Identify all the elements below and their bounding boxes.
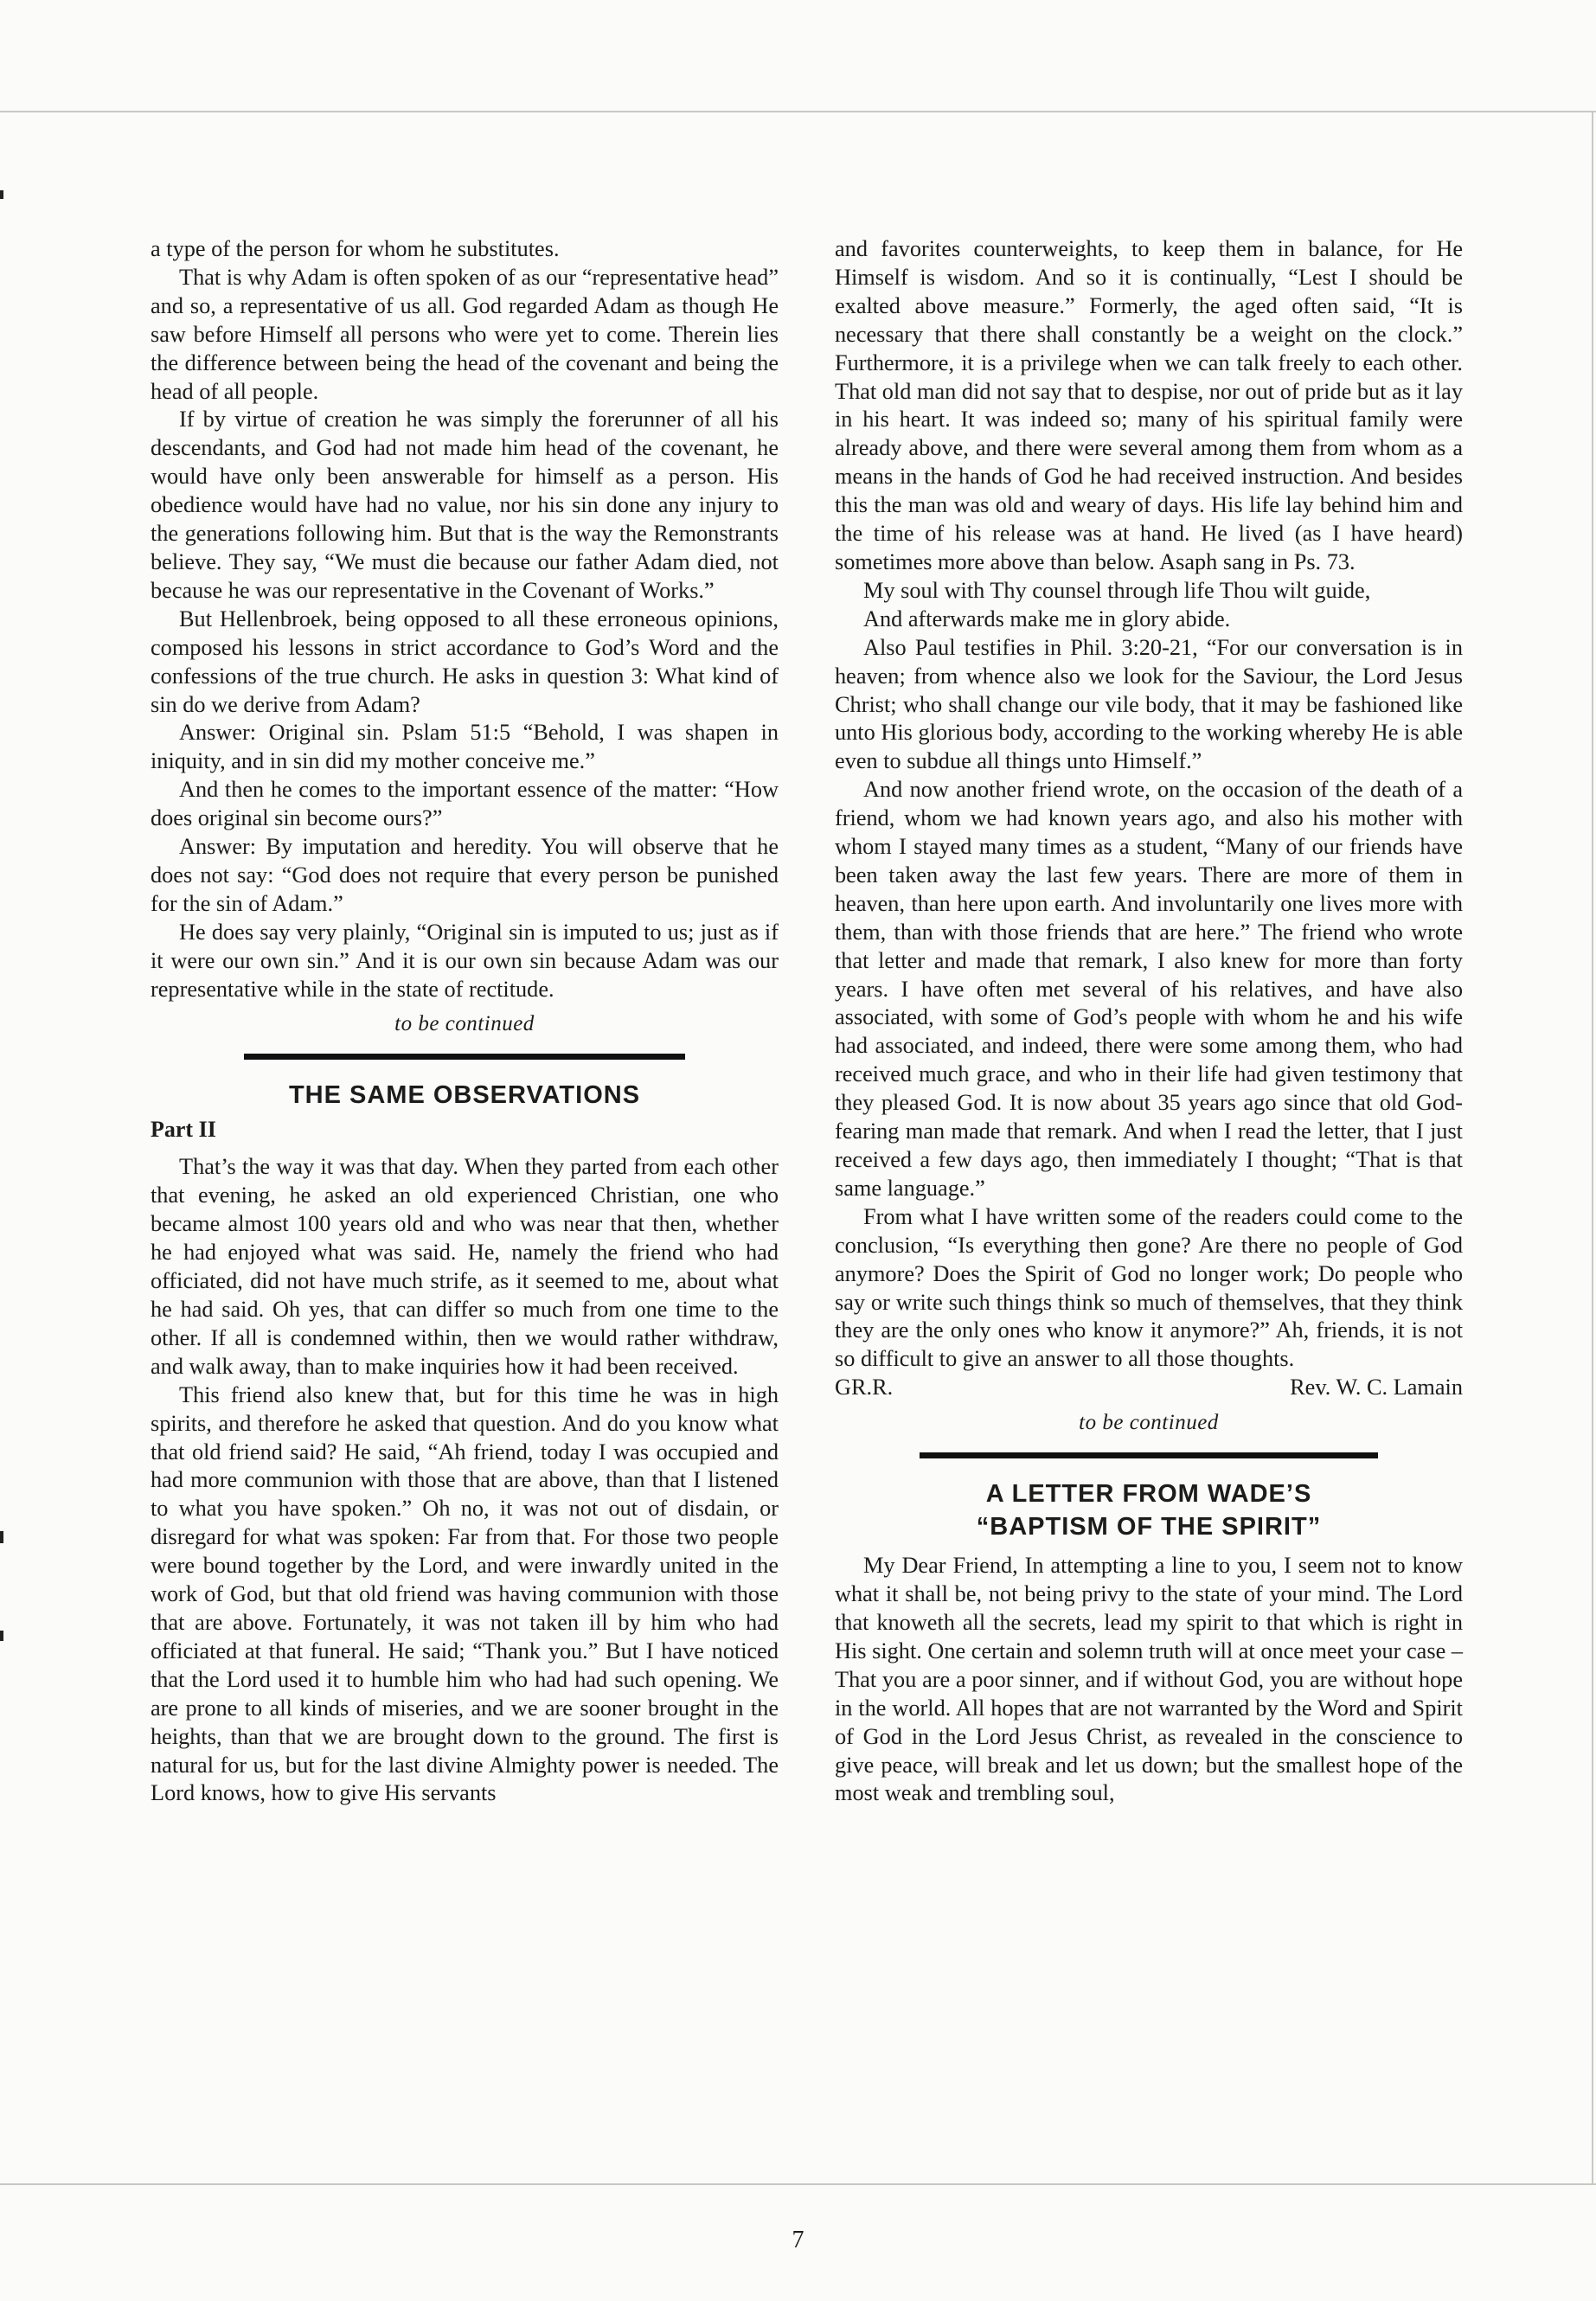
paragraph: Answer: By imputation and heredity. You will observe that he does not say: “God does not require that every person be punished for the sin of Adam.” (151, 834, 779, 916)
section-divider (920, 1452, 1378, 1458)
page-number: 7 (792, 2227, 804, 2253)
part-subheading: Part II (151, 1117, 216, 1143)
poem-line: And afterwards make me in glory abide. (863, 606, 1231, 631)
scan-mark (0, 190, 3, 199)
paragraph: a type of the person for whom he substitutes. (151, 236, 560, 261)
paragraph: And now another friend wrote, on the occasion of the death of a friend, whom we had known years ago, and also his mother with whom I stayed many times as a student, “Many of our friends have been taken away the last few years. There are more of them in heaven, than here upon earth. And involuntarily one lives more with them, than with those friends that are here.” The friend who wrote that letter and made that remark, I also knew for more than forty years. I have often met several of his relatives, and have also associated, with some of God’s people with whom he and his wife had associated, and indeed, there were some among them, who had received much grace, and who in their life had given testimony that they pleased God. It is now about 35 years ago since that old God-fearing man made that remark. And when I read the letter, that I just received a few days ago, then immediately I thought; “That is that same language.” (835, 777, 1463, 1201)
paragraph: He does say very plainly, “Original sin is imputed to us; just as if it were our own sin.” And it is our own sin because Adam was our representative while in the state of rectitude. (151, 919, 779, 1002)
scan-edge-top (0, 111, 1596, 112)
signature-initials: GR.R. (835, 1375, 894, 1400)
section-divider (244, 1054, 685, 1060)
paragraph: My Dear Friend, In attempting a line to you, I seem not to know what it shall be, not being privy to the state of your mind. The Lord that knoweth all the secrets, lead my spirit to that which is right in His sight. One certain and solemn truth will at once meet your case – That you are a poor sinner, and if without God, you are without hope in the world. All hopes that are not warranted by the Word and Spirit of God in the Lord Jesus Christ, as revealed in the conscience to give peace, will break and let us down; but the smallest hope of the most weak and trembling soul, (835, 1553, 1463, 1806)
section-heading-line-1: A LETTER FROM WADE’S (985, 1480, 1312, 1509)
paragraph: That’s the way it was that day. When they parted from each other that evening, he asked an old experienced Christian, one who became almost 100 years old and who was near that then, whether he had enjoyed what was said. He, namely the friend who had officiated, did not have much strife, as it seemed to me, about what he had said. Oh yes, that can differ so much from one time to the other. If all is condemned within, then we would rather withdraw, and walk away, than to make inquiries how it had been received. (151, 1154, 779, 1379)
paragraph: If by virtue of creation he was simply the forerunner of all his descendants, and God had not made him head of the covenant, he would have only been answerable for himself as a person. His obedience would have had no value, nor his sin done any injury to the generations following him. But that is the way the Remonstrants believe. They say, “We must die because our father Adam died, not because he was our representative in the Covenant of Works.” (151, 407, 779, 603)
paragraph: This friend also knew that, but for this time he was in high spirits, and therefore he asked that question. And do you know what that old friend said? He said, “Ah friend, today I was occupied and had more communion with those that are above, than that I listened to what you have spoken.” Oh no, it was not out of disdain, or disregard for what was spoken: Far from that. For those two people were bound together by the Lord, and were inwardly united in the work of God, but that old friend was having communion with those that are above. Fortunately, it was not taken ill by him who had officiated at that funeral. He said; “Thank you.” But I have noticed that the Lord used it to humble him who had had such opening. We are prone to all kinds of miseries, and we are sooner brought in the heights, than that we are brought down to the ground. The first is natural for us, but for the last divine Almighty power is needed. The Lord knows, how to give His servants (151, 1381, 779, 1806)
paragraph: From what I have written some of the readers could come to the conclusion, “Is everything then gone? Are there no people of God anymore? Does the Spirit of God no longer work; Do people who say or write such things think so much of themselves, that they think they are the only ones who know it anymore?” Ah, friends, it is not so difficult to give an answer to all those thoughts. (835, 1203, 1463, 1372)
to-be-continued-note: to be continued (394, 1012, 535, 1036)
paragraph: That is why Adam is often spoken of as our “representative head” and so, a representative of us all. God regarded Adam as though He saw before Himself all persons who were yet to come. Therein lies the difference between being the head of the covenant and being the head of all people. (151, 264, 779, 404)
scan-mark (0, 1531, 3, 1543)
signature-line (835, 1374, 1463, 1402)
right-column (835, 235, 1463, 1808)
scan-mark (0, 1631, 3, 1641)
paragraph: Also Paul testifies in Phil. 3:20-21, “For our conversation is in heaven; from whence also we look for the Saviour, the Lord Jesus Christ; who shall change our vile body, that it may be fashioned like unto His glorious body, according to the working whereby He is able even to subdue all things unto Himself.” (835, 634, 1463, 774)
scan-edge-right (1592, 111, 1593, 2185)
signature-author: Rev. W. C. Lamain (1290, 1375, 1463, 1400)
paragraph: and favorites counterweights, to keep them in balance, for He Himself is wisdom. And so it is continually, “Lest I should be exalted above measure.” Formerly, the aged often said, “It is necessary that there shall constantly be a weight on the clock.” Furthermore, it is a privilege when we can talk freely to each other. That old man did not say that to despise, nor out of pride but as it lay in his heart. It was indeed so; many of his spiritual family were already above, and there were several among them from whom as a means in the hands of God he had received instruction. And besides this the man was old and weary of days. His life lay behind him and the time of his release was at hand. He lived (as I have heard) sometimes more above than below. Asaph sang in Ps. 73. (835, 236, 1463, 574)
paragraph: Answer: Original sin. Pslam 51:5 “Behold, I was shapen in iniquity, and in sin did my mother conceive me.” (151, 720, 779, 774)
section-heading-line-2: “BAPTISM OF THE SPIRIT” (976, 1513, 1322, 1541)
paragraph: But Hellenbroek, being opposed to all these erroneous opinions, composed his lessons in strict accordance to God’s Word and the confessions of the true church. He asks in question 3: What kind of sin do we derive from Adam? (151, 606, 779, 717)
paragraph: And then he comes to the important essence of the matter: “How does original sin become ours?” (151, 777, 779, 831)
section-heading: THE SAME OBSERVATIONS (288, 1081, 641, 1110)
scan-edge-bottom (0, 2183, 1596, 2185)
to-be-continued-note: to be continued (1079, 1411, 1219, 1435)
poem-line: My soul with Thy counsel through life Thou wilt guide, (863, 577, 1371, 603)
left-column (151, 235, 779, 1808)
